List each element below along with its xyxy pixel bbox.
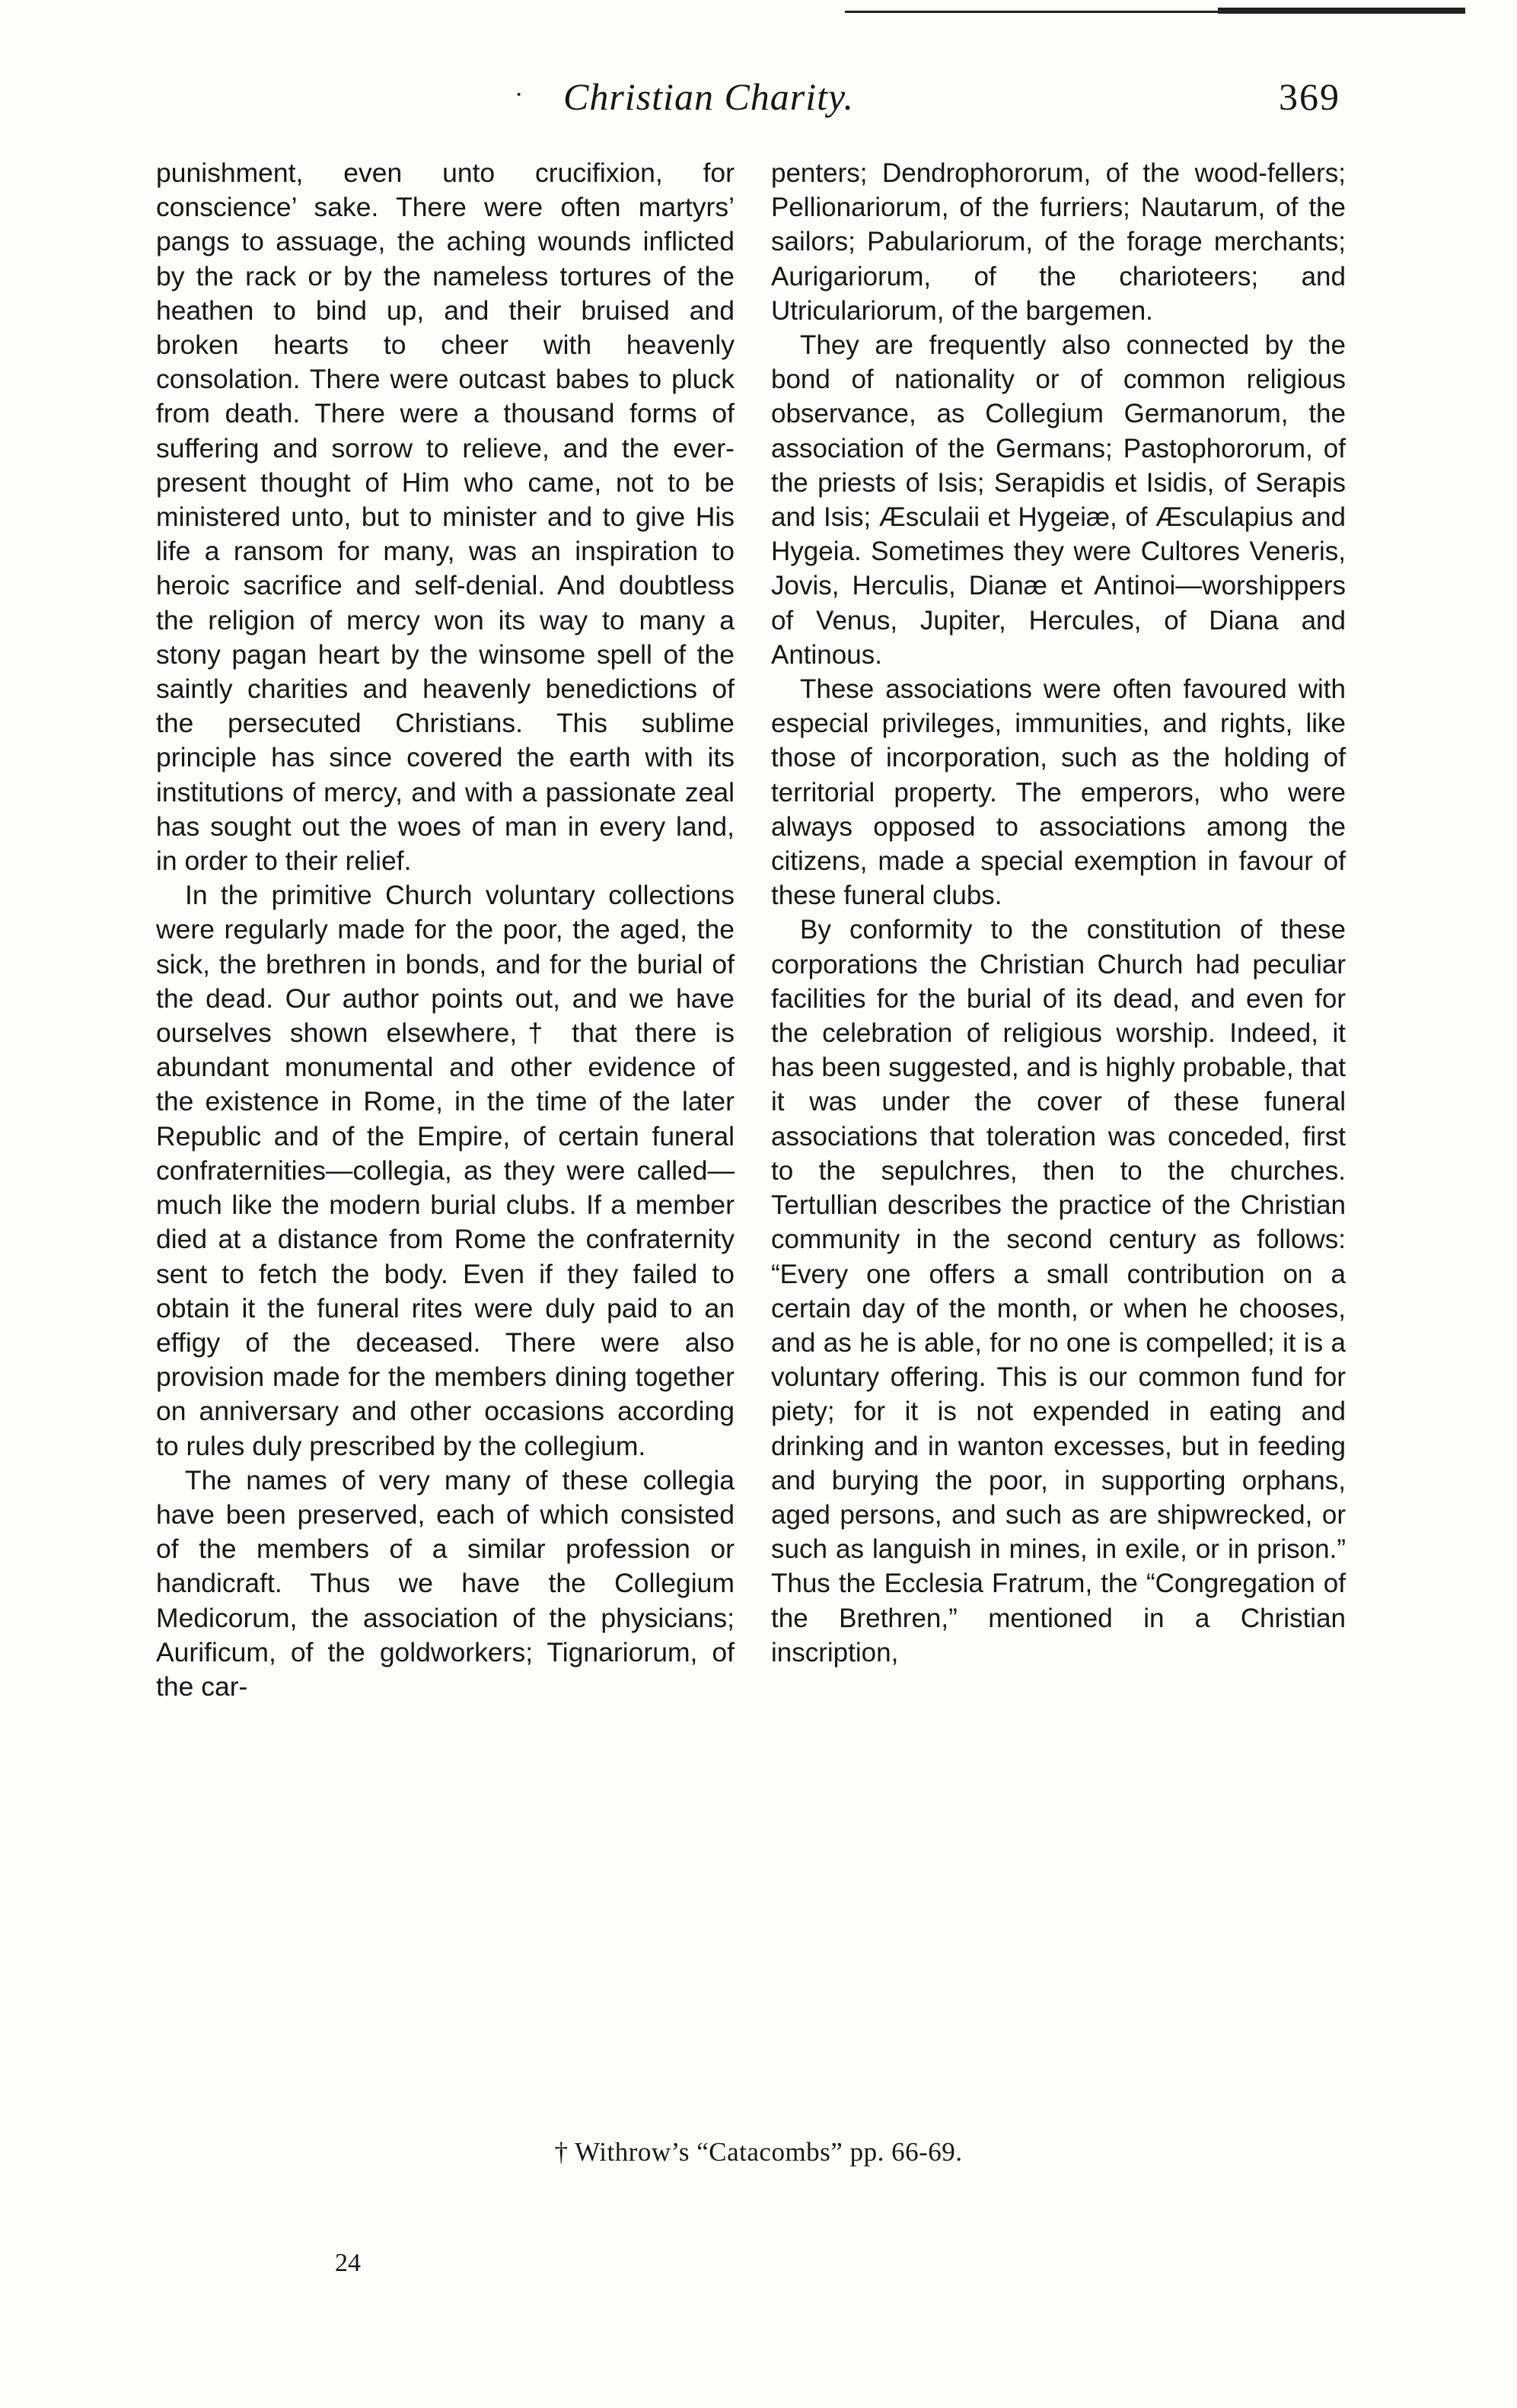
paragraph: These associations were often favoured with especial privileges, immunities, and rights, like those of incorporation, such as the holding of territorial property. The emperors, who were always opposed to associations among the citizens, made a special exemption in favour of these funeral clubs. (771, 674, 1346, 911)
left-column (156, 156, 735, 1704)
top-rule-bar (1218, 8, 1465, 14)
running-head (0, 67, 1517, 128)
paragraph: In the primitive Church voluntary collections were regularly made for the poor, the aged, the sick, the brethren in bonds, and for the burial of the dead. Our author points out, and we have ourselves shown elsewhere,† that there is abundant monumental and other evidence of the existence in Rome, in the time of the later Republic and of the Empire, of certain funeral confraternities—collegia, as they were called—much like the modern burial clubs. If a member died at a distance from Rome the confraternity sent to fetch the body. Even if they failed to obtain it the funeral rites were duly paid to an effigy of the deceased. There were also provision made for the members dining together on anniversary and other occasions according to rules duly prescribed by the collegium. (156, 880, 735, 1461)
paragraph: By conformity to the constitution of these corporations the Christian Church had peculiar facilities for the burial of its dead, and even for the celebration of religious worship. Indeed, it has been suggested, and is highly probable, that it was under the cover of these funeral associations that toleration was conceded, first to the sepulchres, then to the churches. Tertullian describes the practice of the Christian community in the second century as follows: “Every one offers a small contribution on a certain day of the month, or when he chooses, and as he is able, for no one is compelled; it is a voluntary offering. This is our common fund for piety; for it is not expended in eating and drinking and in wanton excesses, but in feeding and burying the poor, in supporting orphans, aged persons, and such as are shipwrecked, or such as languish in mines, in exile, or in prison.” Thus the Ecclesia Fratrum, the “Congregation of the Brethren,” mentioned in a Christian inscription, (771, 915, 1346, 1667)
paragraph: They are frequently also connected by the bond of nationality or of common religious observance, as Collegium Germanorum, the association of the Germans; Pastophororum, of the priests of Isis; Serapidis et Isidis, of Serapis and Isis; Æsculaii et Hygeiæ, of Æsculapius and Hygeia. Sometimes they were Cultores Veneris, Jovis, Herculis, Dianæ et Antinoi—worshippers of Venus, Jupiter, Hercules, of Diana and Antinous. (771, 330, 1346, 670)
signature-mark: 24 (335, 2249, 361, 2277)
paragraph: punishment, even unto crucifixion, for conscience’ sake. There were often martyrs’ pangs to assuage, the aching wounds inflicted by the rack or by the nameless tortures of the heathen to bind up, and their bruised and broken hearts to cheer with heavenly consolation. There were outcast babes to pluck from death. There were a thousand forms of suffering and sorrow to relieve, and the ever-present thought of Him who came, not to be ministered unto, but to minister and to give His life a ransom for many, was an inspiration to heroic sacrifice and self-denial. And doubtless the religion of mercy won its way to many a stony pagan heart by the winsome spell of the saintly charities and heavenly benedictions of the persecuted Christians. This sublime principle has since covered the earth with its institutions of mercy, and with a passionate zeal has sought out the woes of man in every land, in order to their relief. (156, 158, 735, 877)
header-ornament: · (515, 81, 524, 109)
paragraph: The names of very many of these collegia have been preserved, each of which consisted of the members of a similar profession or handicraft. Thus we have the Collegium Medicorum, the association of the physicians; Aurificum, of the goldworkers; Tignariorum, of the car- (156, 1464, 735, 1702)
page-title: Christian Charity. (563, 75, 854, 118)
right-column (771, 156, 1346, 1670)
paragraph: penters; Dendrophororum, of the wood-fellers; Pellionariorum, of the furriers; Nautarum, of the sailors; Pabulariorum, of the forage merchants; Aurigariorum, of the charioteers; and Utriculariorum, of the bargemen. (771, 158, 1346, 326)
page-number: 369 (1279, 75, 1340, 118)
footnote: † Withrow’s “Catacombs” pp. 66-69. (554, 2137, 963, 2167)
